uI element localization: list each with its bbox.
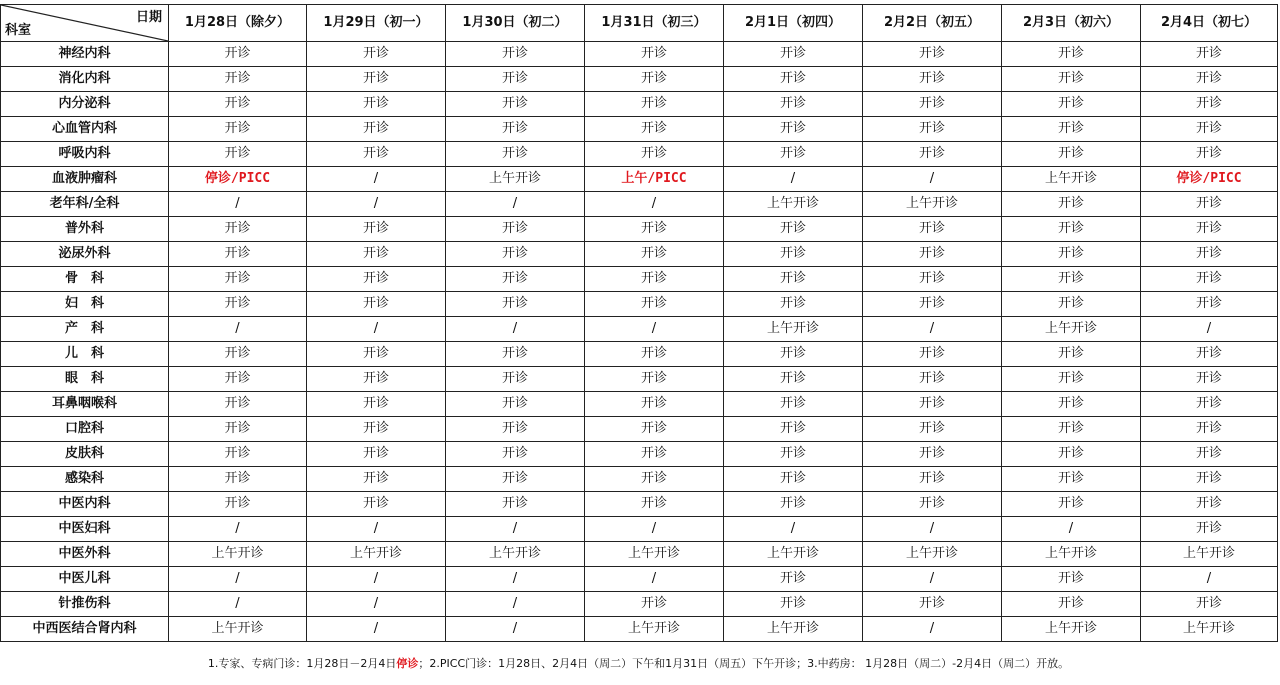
schedule-cell: 开诊 bbox=[585, 392, 724, 417]
schedule-cell: 开诊 bbox=[724, 392, 863, 417]
schedule-cell: / bbox=[307, 567, 446, 592]
schedule-cell: 开诊 bbox=[1141, 392, 1278, 417]
schedule-cell: 开诊 bbox=[169, 42, 307, 67]
schedule-cell: 开诊 bbox=[863, 142, 1002, 167]
table-row bbox=[1, 567, 1278, 592]
schedule-cell: 开诊 bbox=[307, 142, 446, 167]
schedule-cell: 开诊 bbox=[446, 442, 585, 467]
schedule-cell: / bbox=[585, 567, 724, 592]
schedule-cell: 开诊 bbox=[1002, 392, 1141, 417]
schedule-cell: / bbox=[863, 617, 1002, 642]
date-header: 2月1日（初四） bbox=[724, 5, 863, 42]
schedule-cell: 开诊 bbox=[1141, 192, 1278, 217]
schedule-cell: 上午开诊 bbox=[863, 192, 1002, 217]
schedule-cell: 开诊 bbox=[863, 67, 1002, 92]
schedule-cell: 开诊 bbox=[863, 92, 1002, 117]
schedule-cell: 开诊 bbox=[1141, 467, 1278, 492]
schedule-cell: 开诊 bbox=[863, 492, 1002, 517]
schedule-cell: 开诊 bbox=[1002, 192, 1141, 217]
table-row bbox=[1, 492, 1278, 517]
schedule-cell: 开诊 bbox=[169, 92, 307, 117]
schedule-cell: 开诊 bbox=[307, 67, 446, 92]
schedule-cell: 上午开诊 bbox=[1002, 317, 1141, 342]
schedule-cell: 开诊 bbox=[1002, 467, 1141, 492]
schedule-cell: 开诊 bbox=[585, 142, 724, 167]
schedule-cell: 开诊 bbox=[169, 117, 307, 142]
schedule-cell: 开诊 bbox=[1141, 492, 1278, 517]
schedule-cell: 开诊 bbox=[446, 217, 585, 242]
schedule-cell: 上午开诊 bbox=[585, 542, 724, 567]
schedule-cell: 开诊 bbox=[1141, 142, 1278, 167]
schedule-cell: 上午开诊 bbox=[724, 617, 863, 642]
dept-name: 中医儿科 bbox=[1, 567, 169, 592]
schedule-cell: 开诊 bbox=[724, 217, 863, 242]
schedule-cell: 开诊 bbox=[169, 492, 307, 517]
schedule-cell: / bbox=[169, 592, 307, 617]
schedule-cell: 开诊 bbox=[724, 467, 863, 492]
schedule-cell: 开诊 bbox=[1002, 67, 1141, 92]
schedule-cell: / bbox=[307, 167, 446, 192]
schedule-cell: 开诊 bbox=[446, 92, 585, 117]
schedule-cell: 开诊 bbox=[585, 92, 724, 117]
schedule-cell: 开诊 bbox=[724, 117, 863, 142]
schedule-cell: 开诊 bbox=[1141, 267, 1278, 292]
dept-name: 中医外科 bbox=[1, 542, 169, 567]
schedule-cell: / bbox=[446, 567, 585, 592]
schedule-cell: 开诊 bbox=[585, 367, 724, 392]
dept-name: 针推伤科 bbox=[1, 592, 169, 617]
table-row bbox=[1, 167, 1278, 192]
dept-name: 泌尿外科 bbox=[1, 242, 169, 267]
dept-name: 妇 科 bbox=[1, 292, 169, 317]
schedule-cell: 开诊 bbox=[585, 267, 724, 292]
schedule-cell: 开诊 bbox=[169, 417, 307, 442]
schedule-cell: 开诊 bbox=[307, 92, 446, 117]
dept-name: 儿 科 bbox=[1, 342, 169, 367]
footnote-suspended: 停诊 bbox=[396, 657, 419, 670]
schedule-cell: / bbox=[724, 167, 863, 192]
date-header: 2月2日（初五） bbox=[863, 5, 1002, 42]
schedule-cell: 开诊 bbox=[863, 467, 1002, 492]
schedule-cell: 开诊 bbox=[585, 592, 724, 617]
schedule-cell: 开诊 bbox=[724, 367, 863, 392]
date-header: 1月31日（初三） bbox=[585, 5, 724, 42]
dept-name: 眼 科 bbox=[1, 367, 169, 392]
schedule-cell: 开诊 bbox=[1002, 367, 1141, 392]
schedule-cell: 开诊 bbox=[1002, 217, 1141, 242]
dept-name: 神经内科 bbox=[1, 42, 169, 67]
table-row bbox=[1, 292, 1278, 317]
schedule-cell: 开诊 bbox=[1141, 242, 1278, 267]
holiday-schedule-table bbox=[0, 4, 1278, 642]
schedule-cell: / bbox=[307, 317, 446, 342]
schedule-cell: 开诊 bbox=[724, 42, 863, 67]
table-row bbox=[1, 142, 1278, 167]
table-row bbox=[1, 342, 1278, 367]
schedule-cell: 开诊 bbox=[307, 217, 446, 242]
table-row bbox=[1, 467, 1278, 492]
schedule-cell: 开诊 bbox=[863, 442, 1002, 467]
schedule-cell: 开诊 bbox=[863, 42, 1002, 67]
schedule-cell: / bbox=[446, 592, 585, 617]
footnote-part1: 1.专家、专病门诊：1月28日－2月4日 bbox=[207, 657, 397, 670]
table-row bbox=[1, 67, 1278, 92]
schedule-cell: 开诊 bbox=[1002, 492, 1141, 517]
schedule-cell: 开诊 bbox=[446, 242, 585, 267]
table-row bbox=[1, 392, 1278, 417]
schedule-cell: 开诊 bbox=[724, 267, 863, 292]
schedule-cell: 开诊 bbox=[1141, 92, 1278, 117]
table-row bbox=[1, 242, 1278, 267]
schedule-cell: 开诊 bbox=[863, 342, 1002, 367]
dept-name: 皮肤科 bbox=[1, 442, 169, 467]
dept-name: 耳鼻咽喉科 bbox=[1, 392, 169, 417]
schedule-cell: 开诊 bbox=[169, 67, 307, 92]
dept-name: 内分泌科 bbox=[1, 92, 169, 117]
schedule-cell: / bbox=[863, 167, 1002, 192]
schedule-cell: 上午开诊 bbox=[1141, 617, 1278, 642]
schedule-cell: 开诊 bbox=[1002, 567, 1141, 592]
schedule-cell: 开诊 bbox=[724, 342, 863, 367]
schedule-cell: / bbox=[724, 517, 863, 542]
schedule-body bbox=[1, 42, 1278, 642]
schedule-cell: 开诊 bbox=[307, 242, 446, 267]
schedule-cell: 上午开诊 bbox=[724, 317, 863, 342]
schedule-cell: / bbox=[1141, 567, 1278, 592]
schedule-cell: 开诊 bbox=[446, 142, 585, 167]
schedule-cell: 开诊 bbox=[307, 367, 446, 392]
schedule-cell: / bbox=[585, 317, 724, 342]
schedule-cell: 开诊 bbox=[863, 267, 1002, 292]
schedule-cell: 开诊 bbox=[585, 417, 724, 442]
dept-name: 中西医结合肾内科 bbox=[1, 617, 169, 642]
schedule-cell: / bbox=[169, 317, 307, 342]
schedule-cell: / bbox=[169, 192, 307, 217]
schedule-cell: / bbox=[446, 617, 585, 642]
dept-name: 中医内科 bbox=[1, 492, 169, 517]
schedule-cell: 开诊 bbox=[585, 217, 724, 242]
schedule-cell: 上午开诊 bbox=[1002, 617, 1141, 642]
schedule-cell: 开诊 bbox=[863, 292, 1002, 317]
schedule-cell: 开诊 bbox=[446, 367, 585, 392]
dept-name: 消化内科 bbox=[1, 67, 169, 92]
table-row bbox=[1, 442, 1278, 467]
schedule-cell: 停诊/PICC bbox=[169, 167, 307, 192]
schedule-cell: 开诊 bbox=[1002, 92, 1141, 117]
dept-name: 产 科 bbox=[1, 317, 169, 342]
schedule-cell: 开诊 bbox=[307, 267, 446, 292]
schedule-cell: / bbox=[1002, 517, 1141, 542]
schedule-cell: 开诊 bbox=[863, 367, 1002, 392]
schedule-cell: 开诊 bbox=[724, 567, 863, 592]
schedule-cell: 开诊 bbox=[724, 92, 863, 117]
schedule-cell: 开诊 bbox=[446, 492, 585, 517]
schedule-cell: 开诊 bbox=[585, 242, 724, 267]
schedule-cell: 开诊 bbox=[446, 392, 585, 417]
schedule-cell: 开诊 bbox=[724, 417, 863, 442]
schedule-cell: 开诊 bbox=[446, 267, 585, 292]
schedule-cell: 开诊 bbox=[1002, 117, 1141, 142]
schedule-cell: 开诊 bbox=[724, 492, 863, 517]
table-row bbox=[1, 117, 1278, 142]
schedule-cell: 开诊 bbox=[863, 242, 1002, 267]
footnote bbox=[0, 646, 1277, 682]
schedule-cell: / bbox=[1141, 317, 1278, 342]
schedule-cell: 开诊 bbox=[307, 442, 446, 467]
schedule-cell: 开诊 bbox=[169, 367, 307, 392]
schedule-cell: / bbox=[585, 517, 724, 542]
schedule-cell: 开诊 bbox=[1002, 242, 1141, 267]
schedule-cell: 开诊 bbox=[1002, 417, 1141, 442]
schedule-cell: 上午/PICC bbox=[585, 167, 724, 192]
table-row bbox=[1, 217, 1278, 242]
schedule-cell: / bbox=[585, 192, 724, 217]
schedule-cell: 上午开诊 bbox=[1141, 542, 1278, 567]
schedule-cell: 开诊 bbox=[307, 342, 446, 367]
table-row bbox=[1, 192, 1278, 217]
schedule-cell: / bbox=[446, 317, 585, 342]
table-row bbox=[1, 517, 1278, 542]
dept-name: 骨 科 bbox=[1, 267, 169, 292]
schedule-cell: 开诊 bbox=[307, 392, 446, 417]
schedule-cell: 开诊 bbox=[446, 292, 585, 317]
schedule-cell: 开诊 bbox=[585, 67, 724, 92]
schedule-cell: 上午开诊 bbox=[1002, 542, 1141, 567]
schedule-cell: 开诊 bbox=[1141, 217, 1278, 242]
schedule-cell: 开诊 bbox=[585, 492, 724, 517]
corner-date-label: 日期 bbox=[135, 10, 162, 25]
schedule-cell: 开诊 bbox=[1002, 342, 1141, 367]
schedule-cell: 开诊 bbox=[863, 217, 1002, 242]
table-row bbox=[1, 42, 1278, 67]
schedule-cell: 开诊 bbox=[1002, 442, 1141, 467]
schedule-cell: 开诊 bbox=[307, 492, 446, 517]
schedule-cell: 开诊 bbox=[307, 42, 446, 67]
schedule-cell: 上午开诊 bbox=[1002, 167, 1141, 192]
schedule-cell: / bbox=[863, 517, 1002, 542]
schedule-cell: 开诊 bbox=[307, 292, 446, 317]
schedule-cell: 开诊 bbox=[585, 467, 724, 492]
date-header: 2月4日（初七） bbox=[1141, 5, 1278, 42]
schedule-cell: 上午开诊 bbox=[724, 542, 863, 567]
date-header: 1月30日（初二） bbox=[446, 5, 585, 42]
schedule-cell: 开诊 bbox=[724, 442, 863, 467]
schedule-cell: 开诊 bbox=[585, 42, 724, 67]
dept-name: 口腔科 bbox=[1, 417, 169, 442]
schedule-cell: 开诊 bbox=[169, 217, 307, 242]
table-row bbox=[1, 542, 1278, 567]
schedule-cell: 开诊 bbox=[863, 417, 1002, 442]
schedule-cell: 开诊 bbox=[169, 292, 307, 317]
schedule-cell: / bbox=[307, 517, 446, 542]
table-row bbox=[1, 317, 1278, 342]
schedule-cell: 开诊 bbox=[307, 417, 446, 442]
schedule-cell: 开诊 bbox=[1141, 442, 1278, 467]
schedule-cell: 开诊 bbox=[446, 342, 585, 367]
schedule-cell: 开诊 bbox=[169, 267, 307, 292]
dept-name: 心血管内科 bbox=[1, 117, 169, 142]
schedule-cell: 开诊 bbox=[1141, 42, 1278, 67]
schedule-cell: 开诊 bbox=[307, 117, 446, 142]
table-row bbox=[1, 367, 1278, 392]
schedule-cell: / bbox=[307, 617, 446, 642]
schedule-cell: 开诊 bbox=[1002, 592, 1141, 617]
table-row bbox=[1, 92, 1278, 117]
schedule-cell: 开诊 bbox=[863, 392, 1002, 417]
dept-name: 中医妇科 bbox=[1, 517, 169, 542]
schedule-cell: 上午开诊 bbox=[724, 192, 863, 217]
schedule-cell: 开诊 bbox=[446, 467, 585, 492]
schedule-cell: 上午开诊 bbox=[446, 167, 585, 192]
schedule-cell: 开诊 bbox=[1141, 592, 1278, 617]
schedule-cell: / bbox=[307, 192, 446, 217]
schedule-cell: 开诊 bbox=[724, 592, 863, 617]
schedule-cell: 开诊 bbox=[724, 292, 863, 317]
schedule-cell: 开诊 bbox=[863, 117, 1002, 142]
schedule-cell: 开诊 bbox=[585, 342, 724, 367]
dept-name: 老年科/全科 bbox=[1, 192, 169, 217]
schedule-cell: 开诊 bbox=[585, 292, 724, 317]
schedule-cell: 上午开诊 bbox=[307, 542, 446, 567]
schedule-cell: 开诊 bbox=[585, 442, 724, 467]
dept-name: 感染科 bbox=[1, 467, 169, 492]
schedule-cell: / bbox=[446, 192, 585, 217]
schedule-cell: 开诊 bbox=[724, 242, 863, 267]
dept-name: 呼吸内科 bbox=[1, 142, 169, 167]
schedule-cell: 开诊 bbox=[169, 242, 307, 267]
schedule-cell: 开诊 bbox=[724, 142, 863, 167]
table-row bbox=[1, 417, 1278, 442]
schedule-cell: 开诊 bbox=[1141, 117, 1278, 142]
schedule-cell: 上午开诊 bbox=[863, 542, 1002, 567]
schedule-cell: 开诊 bbox=[1141, 517, 1278, 542]
corner-dept-label: 科室 bbox=[5, 23, 32, 38]
schedule-cell: 开诊 bbox=[446, 67, 585, 92]
schedule-cell: 开诊 bbox=[1141, 367, 1278, 392]
schedule-cell: 开诊 bbox=[1002, 267, 1141, 292]
schedule-cell: 开诊 bbox=[1002, 142, 1141, 167]
schedule-cell: 停诊/PICC bbox=[1141, 167, 1278, 192]
schedule-cell: 开诊 bbox=[169, 142, 307, 167]
schedule-cell: 开诊 bbox=[446, 117, 585, 142]
schedule-cell: 开诊 bbox=[1141, 417, 1278, 442]
date-header: 1月28日（除夕） bbox=[169, 5, 307, 42]
schedule-cell: 上午开诊 bbox=[585, 617, 724, 642]
schedule-cell: 开诊 bbox=[169, 342, 307, 367]
date-header: 2月3日（初六） bbox=[1002, 5, 1141, 42]
schedule-cell: / bbox=[863, 317, 1002, 342]
schedule-cell: 开诊 bbox=[169, 442, 307, 467]
schedule-cell: 开诊 bbox=[1002, 292, 1141, 317]
schedule-cell: 上午开诊 bbox=[169, 617, 307, 642]
schedule-cell: 开诊 bbox=[1141, 292, 1278, 317]
schedule-cell: 开诊 bbox=[446, 417, 585, 442]
dept-name: 血液肿瘤科 bbox=[1, 167, 169, 192]
schedule-cell: / bbox=[307, 592, 446, 617]
schedule-cell: / bbox=[446, 517, 585, 542]
dept-name: 普外科 bbox=[1, 217, 169, 242]
schedule-cell: 上午开诊 bbox=[169, 542, 307, 567]
schedule-cell: 开诊 bbox=[307, 467, 446, 492]
schedule-cell: / bbox=[169, 517, 307, 542]
schedule-cell: 上午开诊 bbox=[446, 542, 585, 567]
schedule-cell: 开诊 bbox=[863, 592, 1002, 617]
schedule-cell: 开诊 bbox=[585, 117, 724, 142]
schedule-cell: 开诊 bbox=[169, 467, 307, 492]
schedule-cell: / bbox=[863, 567, 1002, 592]
schedule-cell: 开诊 bbox=[1002, 42, 1141, 67]
footnote-part2: ；2.PICC门诊：1月28日、2月4日（周二）下午和1月31日（周五）下午开诊；3.中药房： 1月28日（周二）-2月4日（周二）开放。 bbox=[418, 657, 1070, 670]
header-row bbox=[1, 5, 1278, 42]
date-header: 1月29日（初一） bbox=[307, 5, 446, 42]
table-row bbox=[1, 592, 1278, 617]
corner-header bbox=[1, 5, 169, 42]
schedule-cell: / bbox=[169, 567, 307, 592]
schedule-cell: 开诊 bbox=[169, 392, 307, 417]
table-row bbox=[1, 617, 1278, 642]
table-row bbox=[1, 267, 1278, 292]
schedule-cell: 开诊 bbox=[724, 67, 863, 92]
schedule-cell: 开诊 bbox=[446, 42, 585, 67]
schedule-cell: 开诊 bbox=[1141, 342, 1278, 367]
schedule-cell: 开诊 bbox=[1141, 67, 1278, 92]
